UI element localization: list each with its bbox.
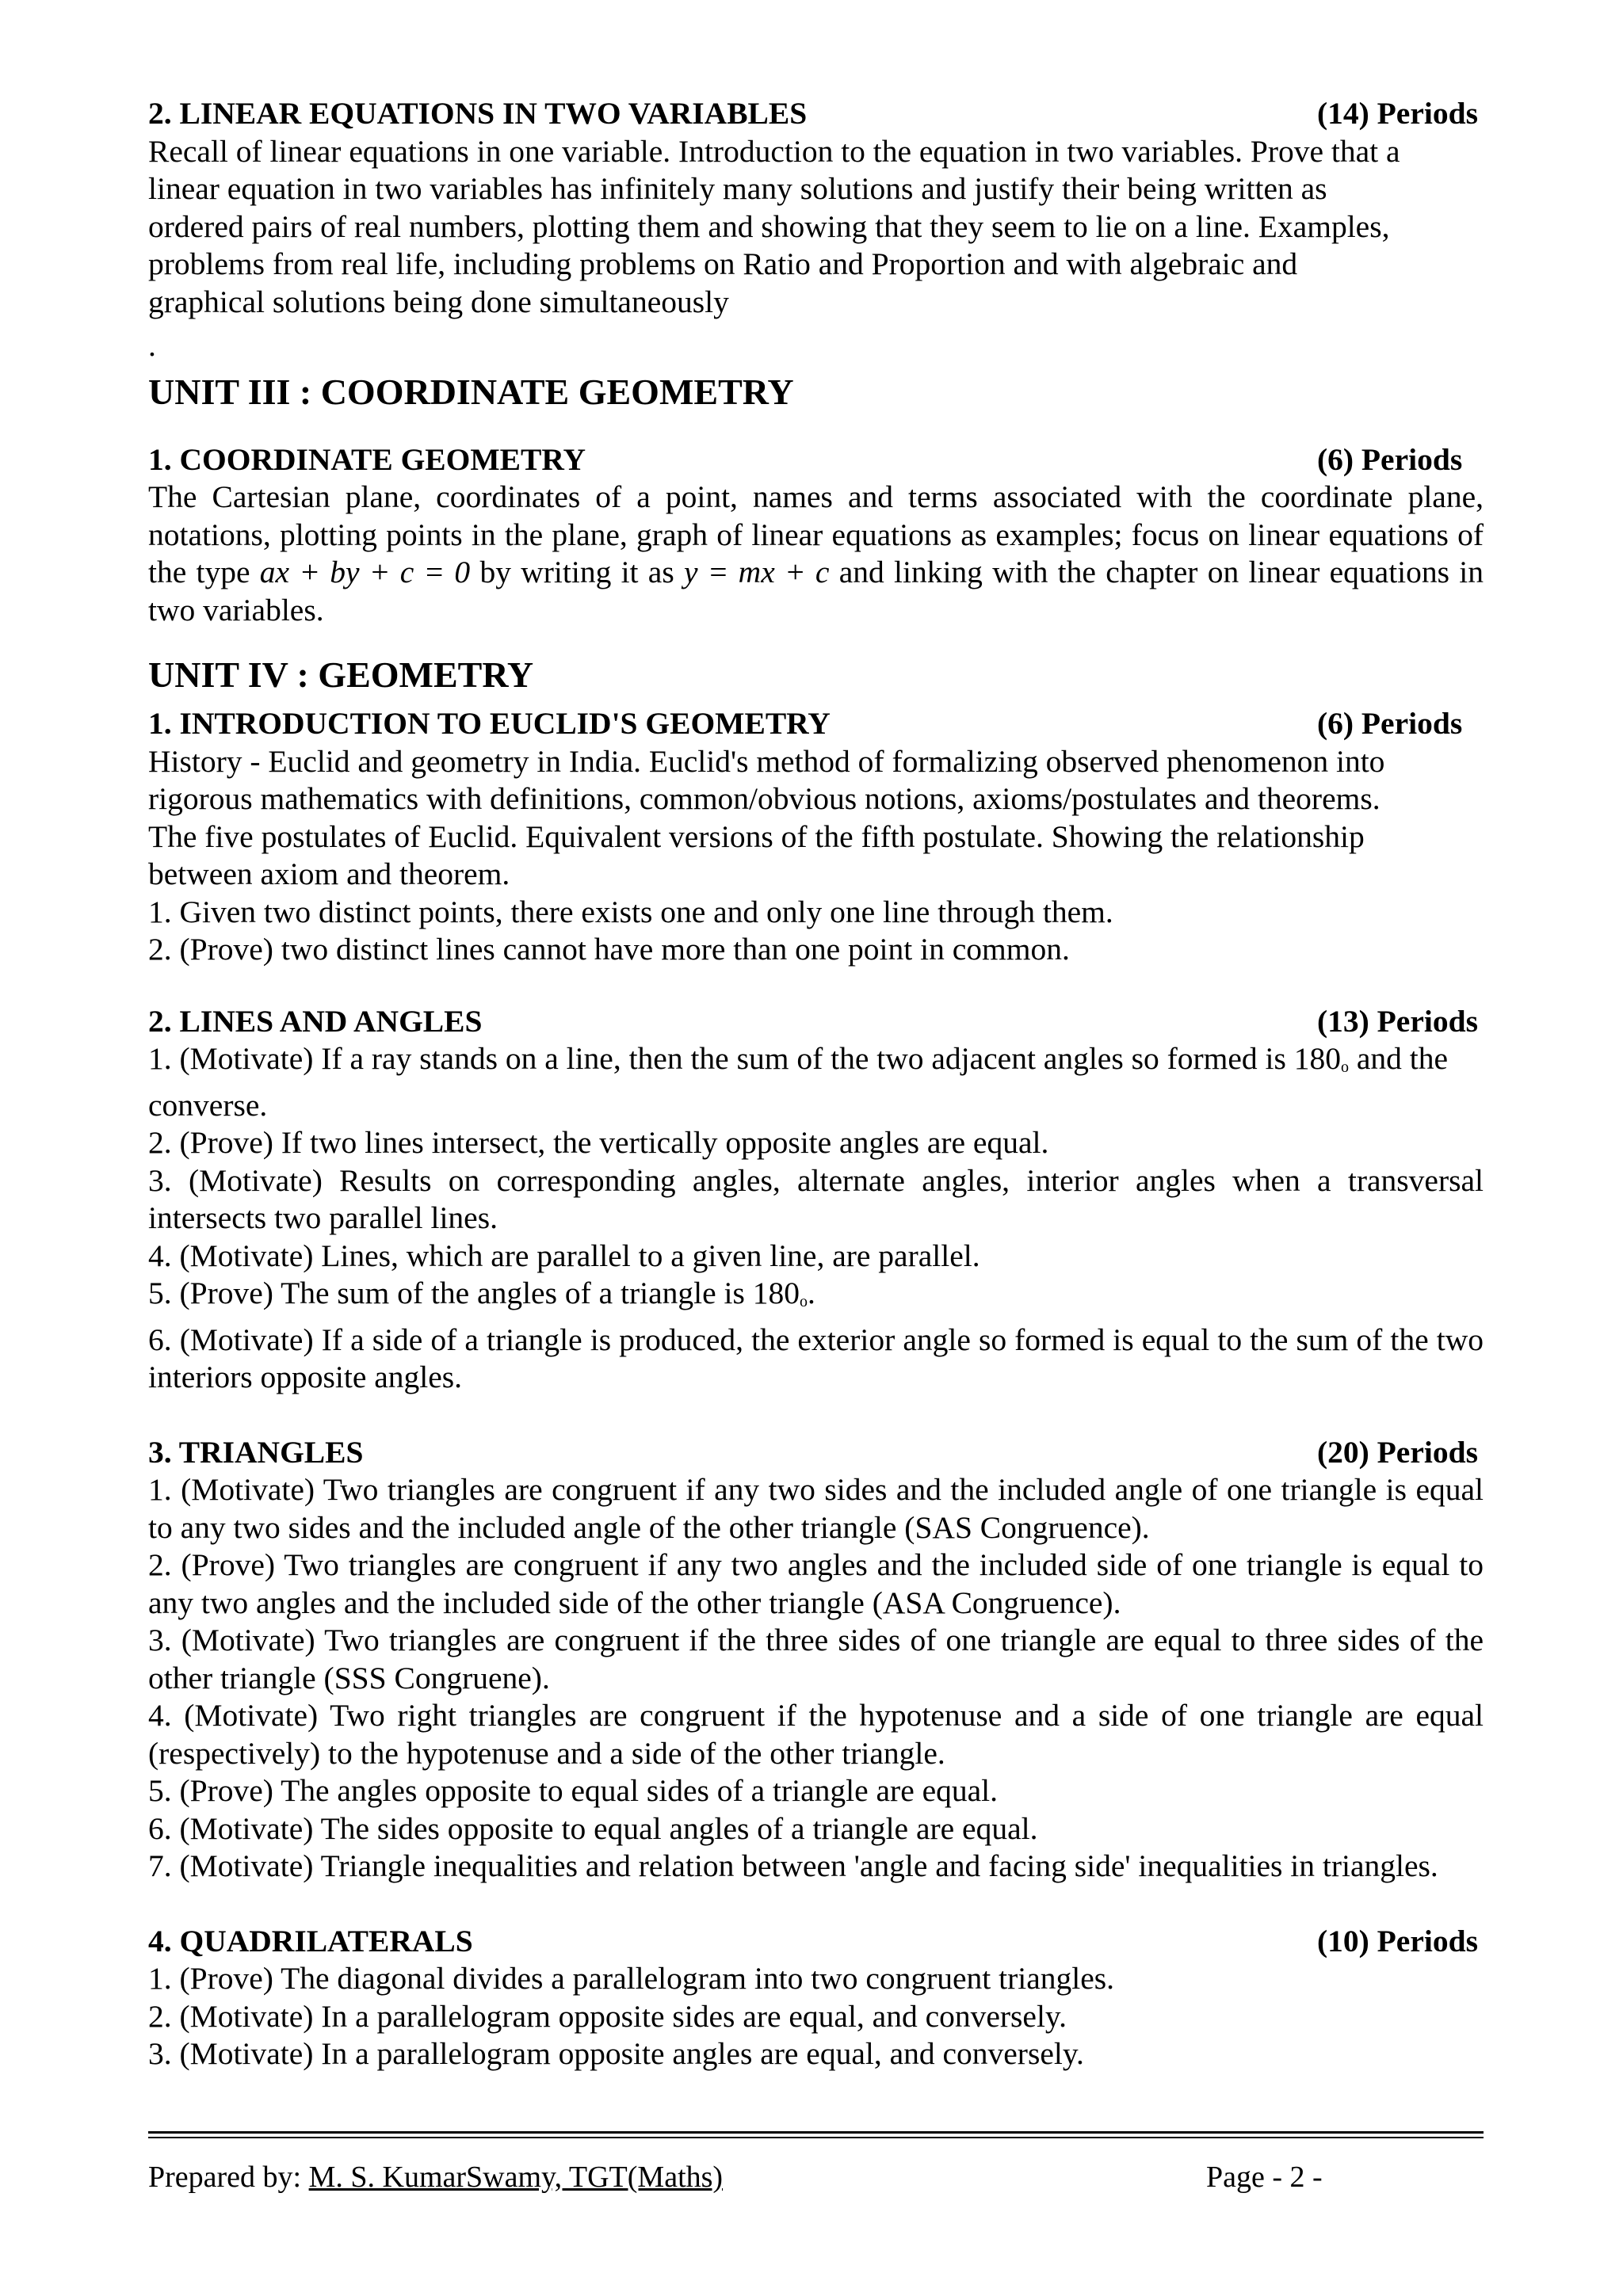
section-body-coordinate-geometry: [148, 479, 1484, 629]
text-line: problems from real life, including problems on Ratio and Proportion and with algebraic and: [148, 246, 1298, 281]
list-item: 4. (Motivate) Two right triangles are congruent if the hypotenuse and a side of one triangle are equal (respectively) to the hypotenuse and a side of the other triangle.: [148, 1698, 1484, 1771]
unit-heading-geometry: UNIT IV : GEOMETRY: [148, 654, 534, 695]
text-run: The Cartesian plane, coordinates of a point, names and terms associated with the coordinate plane, notations, plotting points in the plane, graph of linear equations as examples; focus on linear equations of the type: [148, 479, 1484, 589]
list-item: 7. (Motivate) Triangle inequalities and relation between 'angle and facing side' inequalities in triangles.: [148, 1848, 1438, 1883]
section-heading-linear-equations: [148, 95, 1484, 133]
list-item: 3. (Motivate) Results on corresponding angles, alternate angles, interior angles when a transversal intersects two parallel lines.: [148, 1162, 1484, 1235]
section-body-triangles: [148, 1471, 1484, 1886]
list-item: 2. (Motivate) In a parallelogram opposite sides are equal, and conversely.: [148, 1998, 1067, 2034]
text-run: 5. (Prove) The sum of the angles of a triangle is 180: [148, 1276, 800, 1310]
text-line: History - Euclid and geometry in India. Euclid's method of formalizing observed phenomenon into: [148, 743, 1385, 779]
section-periods: (6) Periods: [1317, 441, 1463, 477]
section-body-linear-equations: [148, 133, 1484, 365]
page-number: Page - 2 -: [1206, 2161, 1323, 2194]
section-periods: (13) Periods: [1317, 1003, 1478, 1039]
degree-mark: o: [1341, 1058, 1349, 1076]
list-item: 2. (Prove) two distinct lines cannot have more than one point in common.: [148, 932, 1070, 967]
list-item: [148, 1040, 1484, 1124]
list-item: 6. (Motivate) The sides opposite to equal angles of a triangle are equal.: [148, 1810, 1038, 1846]
document-body: [148, 95, 1484, 2073]
section-periods: (6) Periods: [1317, 706, 1463, 741]
equation-standard-form: ax + by + c = 0: [259, 555, 471, 589]
list-item: 3. (Motivate) In a parallelogram opposite angles are equal, and conversely.: [148, 2036, 1084, 2071]
list-item: 2. (Prove) If two lines intersect, the vertically opposite angles are equal.: [148, 1125, 1049, 1160]
text-line: ordered pairs of real numbers, plotting them and showing that they seem to lie on a line. Examples,: [148, 208, 1390, 244]
section-body-lines-angles: [148, 1040, 1484, 1397]
prepared-by-label: Prepared by:: [148, 2161, 309, 2194]
page-footer: [148, 2159, 1337, 2195]
list-item: [148, 1275, 1484, 1322]
text-run: by writing it as: [470, 555, 684, 589]
text-line: graphical solutions being done simultaneously: [148, 284, 729, 319]
section-title: 1. INTRODUCTION TO EUCLID'S GEOMETRY: [148, 706, 831, 741]
text-run: .: [808, 1276, 815, 1310]
text-run: and the converse.: [148, 1041, 1449, 1123]
section-periods: (14) Periods: [1317, 96, 1478, 131]
section-title: 2. LINEAR EQUATIONS IN TWO VARIABLES: [148, 96, 808, 131]
list-item: 6. (Motivate) If a side of a triangle is produced, the exterior angle so formed is equal to the sum of the two interiors opposite angles.: [148, 1322, 1484, 1394]
text-line: Recall of linear equations in one variable. Introduction to the equation in two variables. Prove that a: [148, 133, 1400, 169]
footer-rule-thick: [148, 2131, 1484, 2134]
section-heading-quadrilaterals: [148, 1923, 1484, 1961]
stray-dot: .: [148, 328, 156, 363]
list-item: 1. (Prove) The diagonal divides a parallelogram into two congruent triangles.: [148, 1961, 1115, 1996]
list-item: 2. (Prove) Two triangles are congruent if any two angles and the included side of one triangle is equal to any two angles and the included side of the other triangle (ASA Congruence).: [148, 1547, 1484, 1620]
section-heading-triangles: [148, 1434, 1484, 1472]
list-item: 1. Given two distinct points, there exists one and only one line through them.: [148, 894, 1113, 929]
equation-slope-form: y = mx + c: [683, 555, 830, 589]
section-heading-coordinate-geometry: [148, 441, 1484, 479]
degree-mark: o: [800, 1293, 808, 1310]
section-body-euclid: [148, 743, 1484, 969]
list-item: 5. (Prove) The angles opposite to equal sides of a triangle are equal.: [148, 1773, 999, 1808]
text-line: The five postulates of Euclid. Equivalent versions of the fifth postulate. Showing the relationship: [148, 818, 1365, 854]
text-line: between axiom and theorem.: [148, 856, 510, 891]
text-line: linear equation in two variables has infinitely many solutions and justify their being written as: [148, 171, 1327, 206]
text-run: 1. (Motivate) If a ray stands on a line, then the sum of the two adjacent angles so formed is 180: [148, 1041, 1341, 1076]
list-item: 4. (Motivate) Lines, which are parallel to a given line, are parallel.: [148, 1238, 980, 1273]
section-body-quadrilaterals: [148, 1960, 1484, 2073]
section-periods: (20) Periods: [1317, 1434, 1478, 1470]
section-heading-lines-angles: [148, 1003, 1484, 1041]
footer-rule-thin: [148, 2137, 1484, 2138]
text-line: rigorous mathematics with definitions, common/obvious notions, axioms/postulates and theorems.: [148, 781, 1381, 816]
text-run: and linking with the chapter on linear equations in two variables.: [148, 555, 1484, 627]
list-item: 3. (Motivate) Two triangles are congruent if the three sides of one triangle are equal to three sides of the other triangle (SSS Congruene).: [148, 1623, 1484, 1695]
section-title: 2. LINES AND ANGLES: [148, 1003, 483, 1039]
author-link[interactable]: M. S. KumarSwamy, TGT(Maths): [308, 2161, 724, 2194]
section-title: 3. TRIANGLES: [148, 1434, 364, 1470]
section-title: 1. COORDINATE GEOMETRY: [148, 441, 586, 477]
unit-heading-coordinate-geometry: UNIT III : COORDINATE GEOMETRY: [148, 371, 794, 412]
list-item: 1. (Motivate) Two triangles are congruent if any two sides and the included angle of one triangle is equal to any two sides and the included angle of the other triangle (SAS Congruence).: [148, 1472, 1484, 1545]
section-periods: (10) Periods: [1317, 1923, 1478, 1958]
footer-rule: [148, 2131, 1484, 2139]
section-heading-euclid: [148, 705, 1484, 743]
section-title: 4. QUADRILATERALS: [148, 1923, 473, 1958]
